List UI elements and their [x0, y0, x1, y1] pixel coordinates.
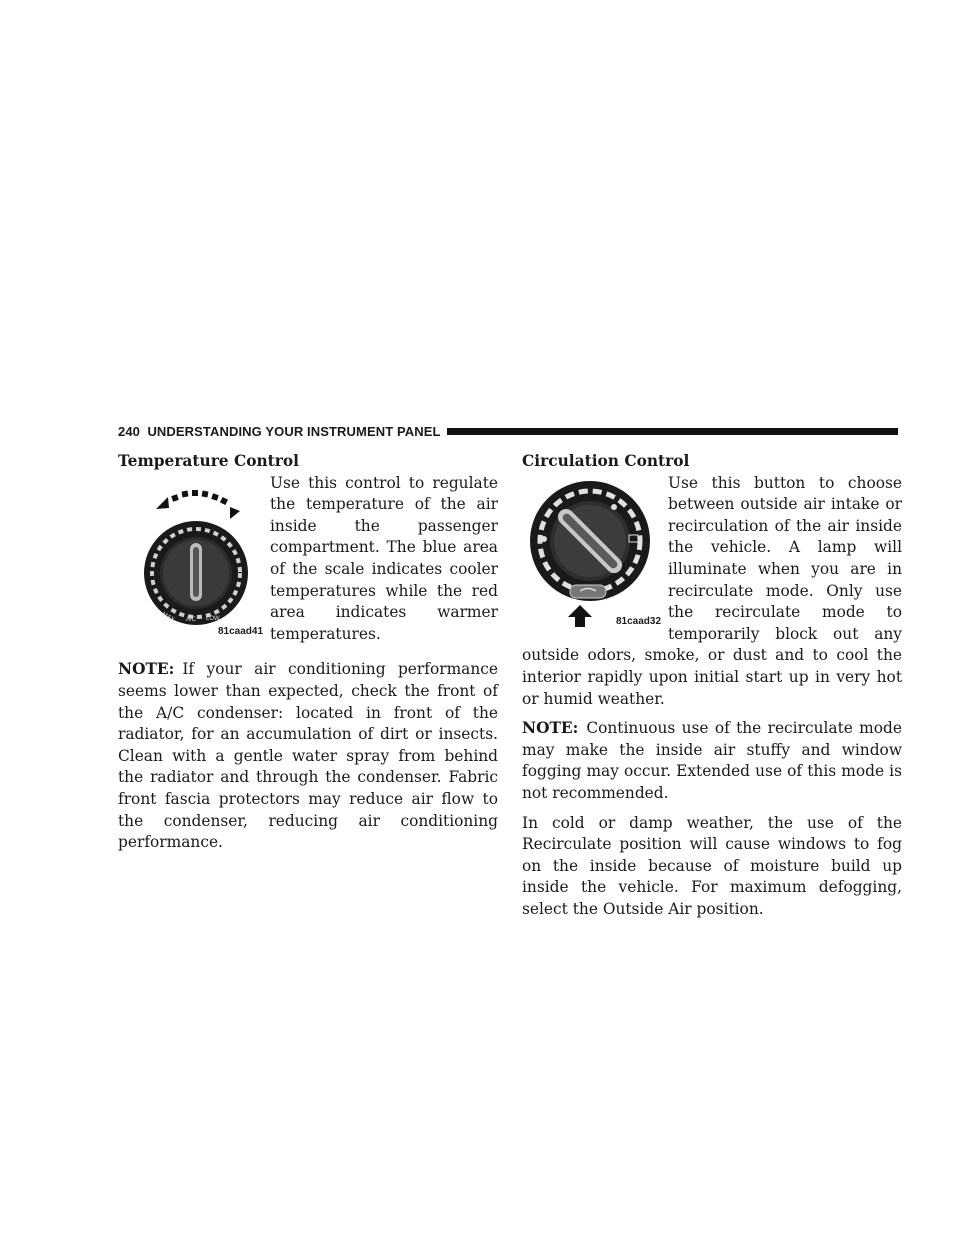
circulation-control-section	[522, 451, 902, 920]
circulation-note	[522, 718, 902, 804]
section-title: UNDERSTANDING YOUR INSTRUMENT PANEL	[147, 423, 441, 439]
circulation-paragraph: Use this button to choose between outside air intake or recirculation of the air inside the vehicle. A lamp will illuminate when you are in recirculate mode. Only use the recirculate mode to temporarily block out any outside odors, smoke, or dust and to cool the interior rapidly upon initial start up in very hot or humid weather.	[522, 473, 902, 708]
temperature-figure-code: 81caad41	[218, 625, 264, 637]
page-header-text	[118, 424, 441, 439]
temperature-note-label: NOTE:	[118, 660, 175, 679]
circulation-heading: Circulation Control	[522, 452, 690, 470]
temperature-heading: Temperature Control	[118, 452, 299, 470]
mode-dot-icon	[541, 536, 547, 542]
dial-label-low: LOW	[206, 615, 220, 622]
temperature-dial-figure	[122, 473, 262, 637]
temperature-dial-illustration	[122, 473, 262, 637]
dial-label-ac: A/C	[186, 616, 197, 623]
vent-icon	[611, 504, 617, 510]
circulation-note-text: Continuous use of the recirculate mode may make the inside air stuffy and window fogging may occur. Extended use of this mode is not recommended.	[522, 719, 902, 802]
temperature-note	[118, 659, 498, 853]
recirculate-button-graphic	[570, 585, 606, 598]
up-arrow-icon	[568, 605, 592, 627]
circulation-figure-code: 81caad32	[616, 615, 662, 627]
dial-label-max: MAX	[161, 611, 176, 623]
header-rule	[447, 428, 898, 435]
temperature-note-text: If your air conditioning performance seems lower than expected, check the front of the A/C condenser: located in front of the radiator, for an accumulation of dirt or insects. Clean with a gentle water spray from behind the radiator and through the condenser. Fabric front fascia protectors may reduce air flow to the condenser, reducing air conditioning performance.	[118, 660, 498, 852]
circulation-dial-figure	[522, 477, 660, 629]
temperature-paragraph: Use this control to regulate the temperature of the air inside the passenger compartment. The blue area of the scale indicates cooler temperatures while the red area indicates warmer temperatures.	[270, 473, 498, 643]
temperature-control-section	[118, 451, 498, 854]
circulation-paragraph-2: In cold or damp weather, the use of the Recirculate position will cause windows to fog on the inside because of moisture build up inside the vehicle. For maximum defogging, select the Outside Air position.	[522, 813, 902, 918]
page-number: 240	[118, 423, 140, 439]
circulation-dial-illustration	[522, 477, 660, 627]
circulation-note-label: NOTE:	[522, 719, 579, 738]
temperature-scale-arrows	[156, 490, 240, 519]
running-header	[118, 423, 898, 439]
